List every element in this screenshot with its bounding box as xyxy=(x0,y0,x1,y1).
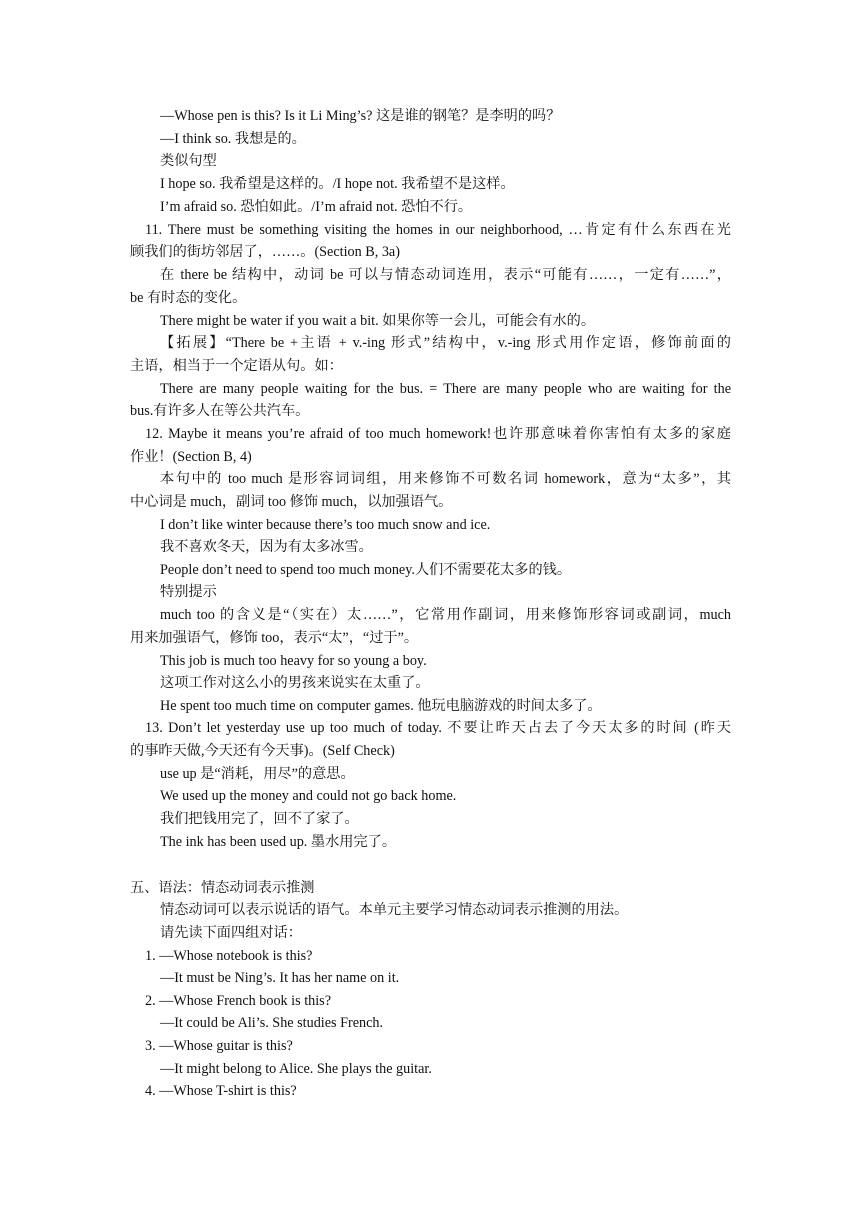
dialogue-line: —Whose pen is this? Is it Li Ming’s? 这是谁的钢笔？是李明的吗？ xyxy=(160,108,561,124)
dialogue-line: —I think so. 我想是的。 xyxy=(160,131,306,147)
paragraph-line: 用来加强语气，修饰 too，表示“太”，“过于”。 xyxy=(130,630,419,646)
subheading: 特别提示 xyxy=(160,584,217,600)
section-heading: 五、语法：情态动词表示推测 xyxy=(130,880,315,896)
example-line: I’m afraid so. 恐怕如此。/I’m afraid not. 恐怕不行。 xyxy=(160,199,473,215)
paragraph-line: use up 是“消耗，用尽”的意思。 xyxy=(160,766,355,782)
dialogue-line: 4. —Whose T-shirt is this? xyxy=(145,1083,297,1099)
paragraph-line: 中心词是 much，副词 too 修饰 much，以加强语气。 xyxy=(130,494,453,510)
paragraph-line: 顾我们的街坊邻居了，……。(Section B, 3a) xyxy=(130,244,400,260)
example-line: 我们把钱用完了，回不了家了。 xyxy=(160,811,359,827)
paragraph-line: 主语，相当于一个定语从句。如： xyxy=(130,358,343,374)
numbered-item: 13. Don’t let yesterday use up too much of today. 不要让昨天占去了今天太多的时间 (昨天 xyxy=(145,720,731,736)
dialogue-line: —It could be Ali’s. She studies French. xyxy=(160,1015,384,1031)
example-line: He spent too much time on computer games. 他玩电脑游戏的时间太多了。 xyxy=(160,698,602,714)
numbered-item: 12. Maybe it means you’re afraid of too much homework!也许那意味着你害怕有太多的家庭 xyxy=(145,426,731,442)
extension-note: 【拓展】“There be +主语 + v.-ing 形式”结构中，v.-ing 形式用作定语，修饰前面的 xyxy=(160,335,731,351)
numbered-item: 11. There must be something visiting the homes in our neighborhood, …肯定有什么东西在光 xyxy=(145,222,731,238)
paragraph-line: 本句中的 too much 是形容词词组，用来修饰不可数名词 homework，意为“太多”，其 xyxy=(160,471,731,487)
paragraph-line: 情态动词可以表示说话的语气。本单元主要学习情态动词表示推测的用法。 xyxy=(160,902,629,918)
example-line: 我不喜欢冬天，因为有太多冰雪。 xyxy=(160,539,373,555)
paragraph-line: 请先读下面四组对话： xyxy=(160,925,302,941)
example-line: 这项工作对这么小的男孩来说实在太重了。 xyxy=(160,675,430,691)
example-line: The ink has been used up. 墨水用完了。 xyxy=(160,834,397,850)
example-line: bus.有许多人在等公共汽车。 xyxy=(130,403,310,419)
example-line: There might be water if you wait a bit. 如果你等一会儿，可能会有水的。 xyxy=(160,313,596,329)
example-line: I don’t like winter because there’s too much snow and ice. xyxy=(160,517,491,533)
subheading: 类似句型 xyxy=(160,153,217,169)
paragraph-line: much too 的含义是“（实在）太……”，它常用作副词，用来修饰形容词或副词，much xyxy=(160,607,731,623)
example-line: People don’t need to spend too much money.人们不需要花太多的钱。 xyxy=(160,562,572,578)
example-line: We used up the money and could not go back home. xyxy=(160,788,457,804)
dialogue-line: 1. —Whose notebook is this? xyxy=(145,948,313,964)
paragraph-line: 作业！(Section B, 4) xyxy=(130,449,252,465)
paragraph-line: be 有时态的变化。 xyxy=(130,290,247,306)
paragraph-line: 的事昨天做,今天还有今天事)。(Self Check) xyxy=(130,743,395,759)
paragraph-line: 在 there be 结构中，动词 be 可以与情态动词连用，表示“可能有……，一定有……”， xyxy=(160,267,731,283)
dialogue-line: —It might belong to Alice. She plays the guitar. xyxy=(160,1061,432,1077)
dialogue-line: —It must be Ning’s. It has her name on it. xyxy=(160,970,400,986)
example-line: There are many people waiting for the bus. = There are many people who are waiting for the xyxy=(160,381,731,397)
example-line: This job is much too heavy for so young a boy. xyxy=(160,653,427,669)
dialogue-line: 2. —Whose French book is this? xyxy=(145,993,331,1009)
dialogue-line: 3. —Whose guitar is this? xyxy=(145,1038,293,1054)
example-line: I hope so. 我希望是这样的。/I hope not. 我希望不是这样。 xyxy=(160,176,515,192)
